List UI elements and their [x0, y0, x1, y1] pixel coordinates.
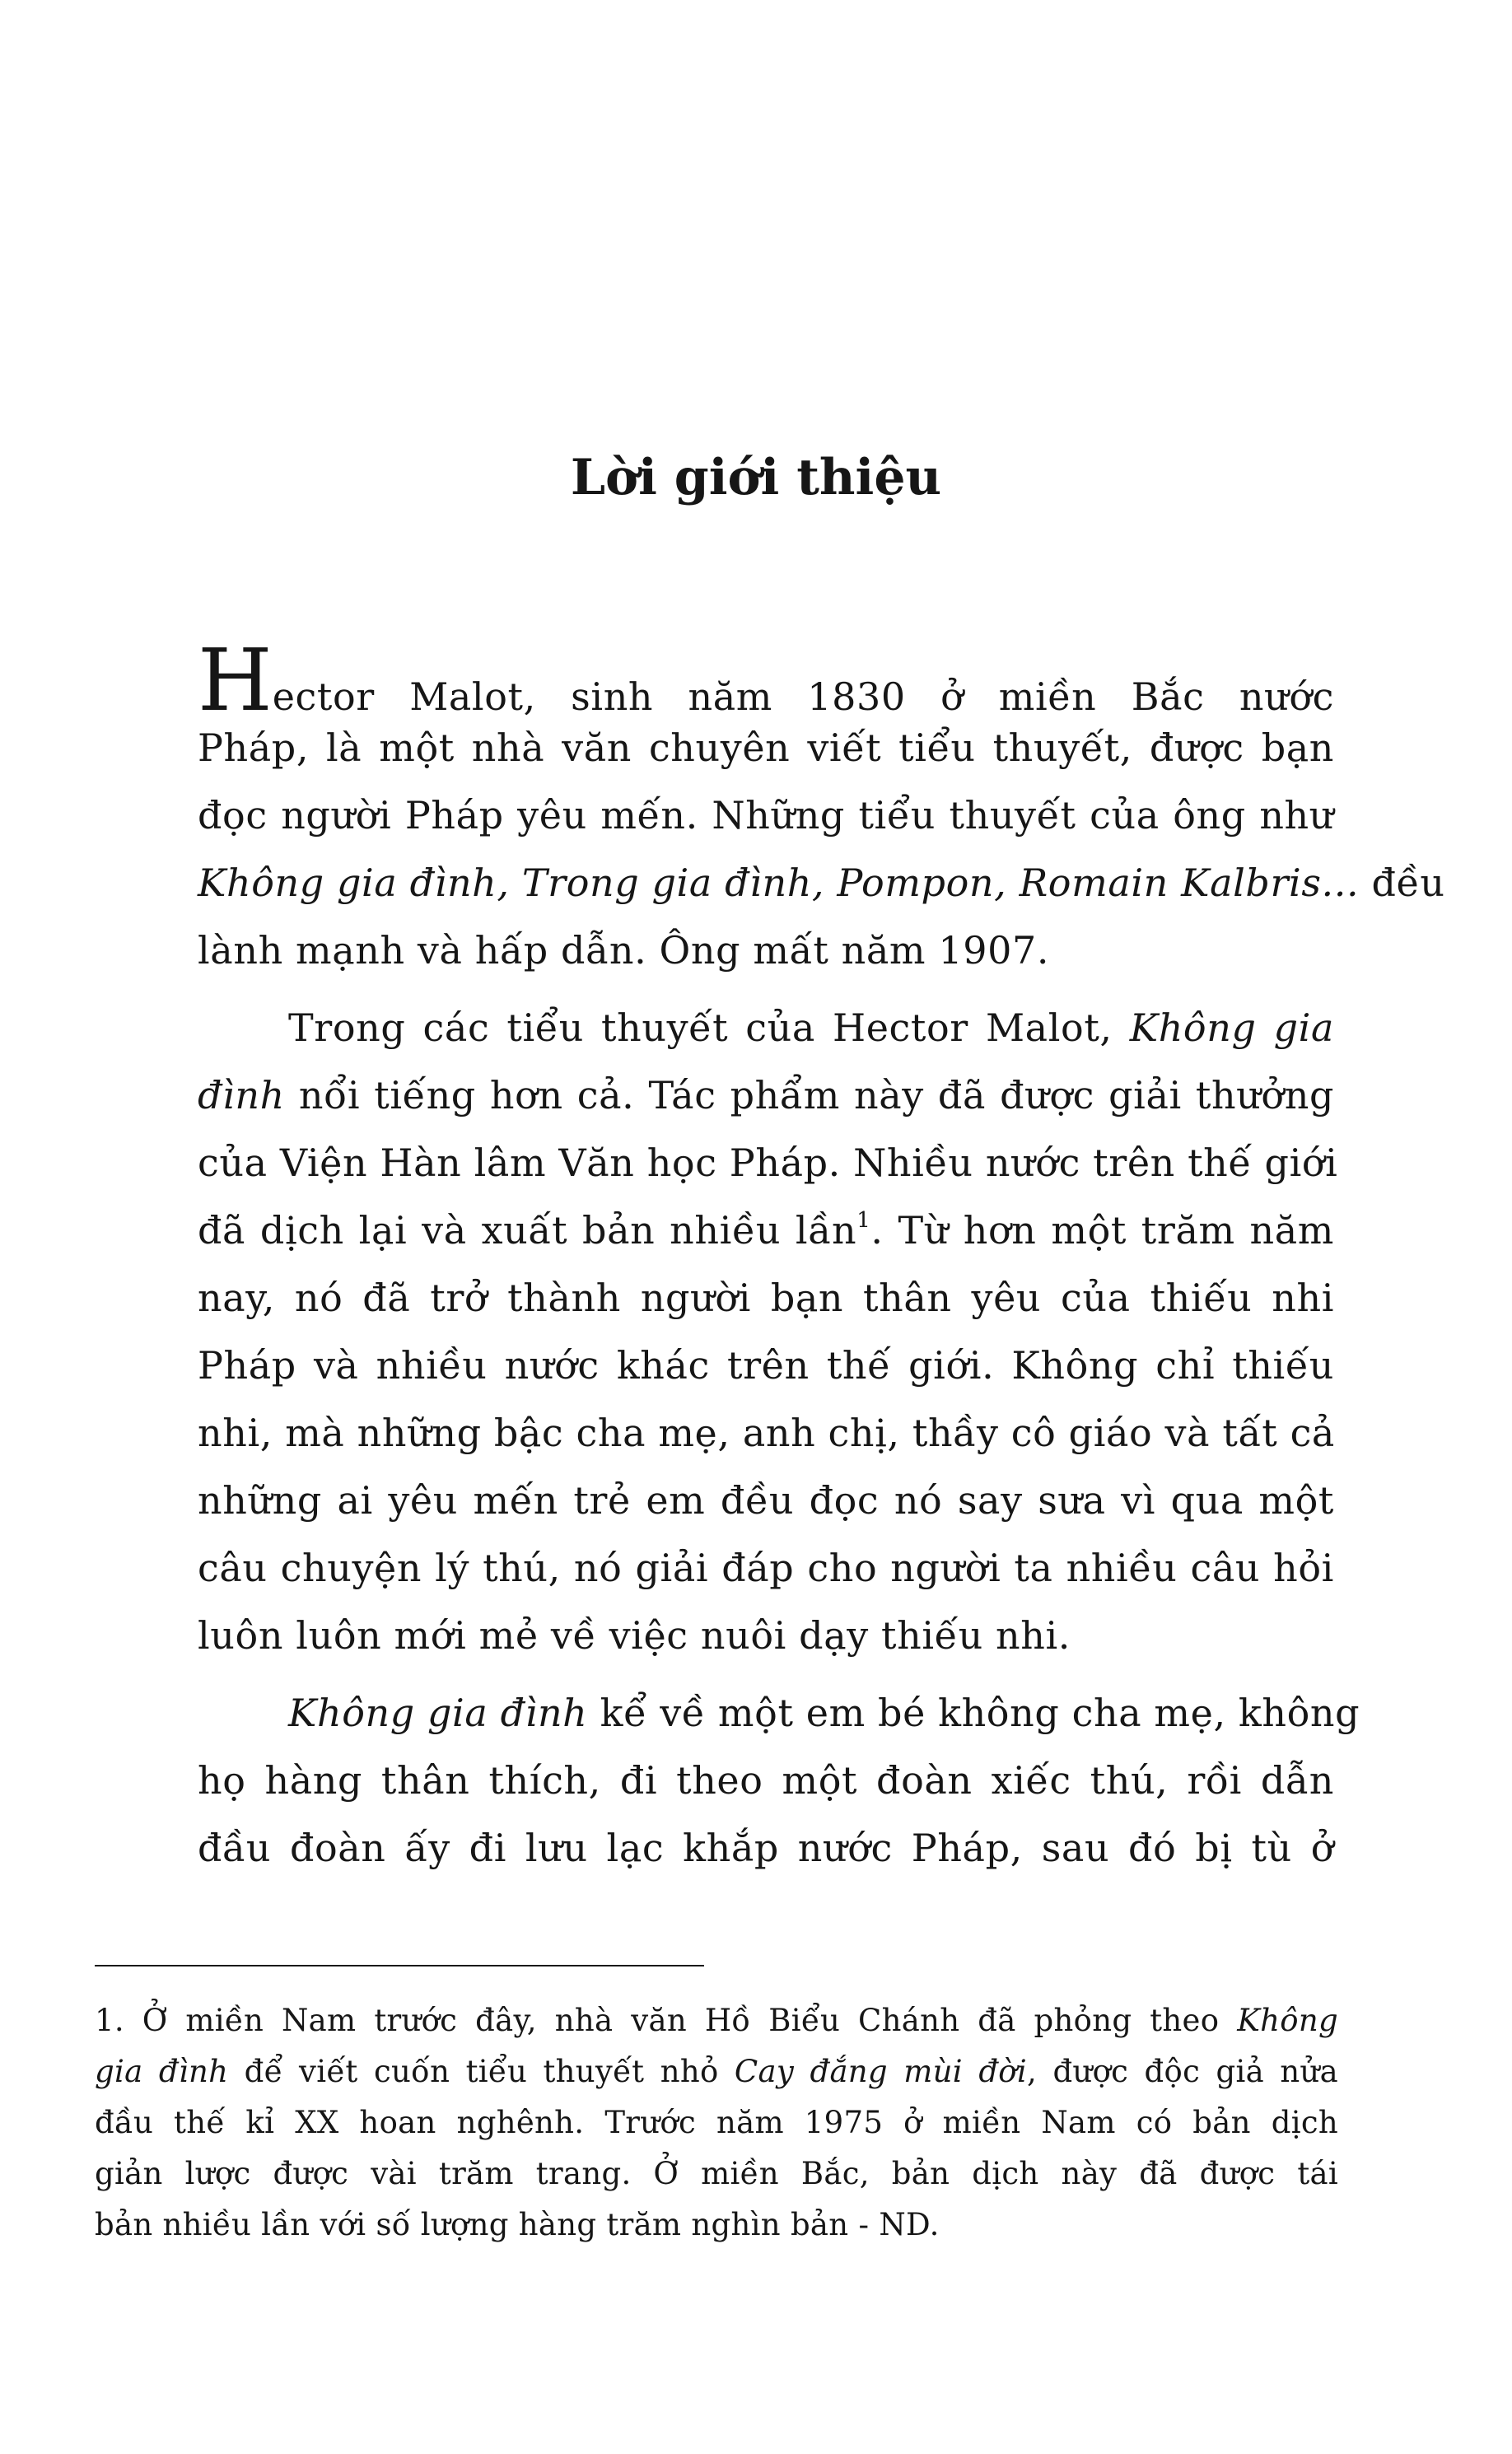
p2-line-6-text: Pháp và nhiều nước khác trên thế giới. Không chỉ thiếu: [198, 1343, 1334, 1388]
p3-line-2: [198, 1747, 1334, 1814]
p2-line-3-text: của Viện Hàn lâm Văn học Pháp. Nhiều nước trên thế giới: [198, 1141, 1338, 1185]
p2-line-2: [198, 1061, 1334, 1129]
footnote-line-2-mid: để viết cuốn tiểu thuyết nhỏ: [228, 2054, 735, 2089]
p2-line-8-text: những ai yêu mến trẻ em đều đọc nó say sưa vì qua một: [198, 1478, 1334, 1523]
p1-line-5-text: lành mạnh và hấp dẫn. Ông mất năm 1907.: [198, 928, 1050, 973]
p2-line-5: [198, 1264, 1334, 1332]
footnote-divider: [95, 1965, 704, 1966]
page-title: Lời giới thiệu: [570, 449, 942, 506]
p2-line-4-rest: . Từ hơn một trăm năm: [870, 1208, 1334, 1253]
p3-line-3-text: đầu đoàn ấy đi lưu lạc khắp nước Pháp, sau đó bị tù ở: [198, 1826, 1334, 1870]
footnote-line-2-italic-b: Cay đắng mùi đời: [734, 2054, 1028, 2089]
footnote-line-3: [95, 2098, 1338, 2148]
p1-line-1: [198, 630, 1334, 730]
p2-line-5-text: nay, nó đã trở thành người bạn thân yêu của thiếu nhi: [198, 1276, 1334, 1320]
footnote-line-5: [95, 2200, 1338, 2250]
p2-line-4: [198, 1197, 1334, 1264]
drop-cap: H: [198, 630, 273, 730]
footnote-line-3-text: đầu thế kỉ XX hoan nghênh. Trước năm 1975 ở miền Nam có bản dịch: [95, 2105, 1338, 2140]
p2-line-10: [198, 1602, 1334, 1669]
p2-line-10-text: luôn luôn mới mẻ về việc nuôi dạy thiếu nhi.: [198, 1613, 1071, 1658]
p3-line-1-italic: Không gia đình: [288, 1691, 588, 1735]
footnote-line-2-italic-a: gia đình: [95, 2054, 229, 2089]
p1-line-4-text: đều: [1359, 861, 1445, 905]
p2-line-7-text: nhi, mà những bậc cha mẹ, anh chị, thầy cô giáo và tất cả: [198, 1411, 1335, 1455]
p2-line-2-text: nổi tiếng hơn cả. Tác phẩm này đã được giải thưởng: [284, 1073, 1334, 1117]
p1-line-2: [198, 714, 1334, 781]
p1-line-3-text: đọc người Pháp yêu mến. Những tiểu thuyết của ông như: [198, 793, 1334, 837]
p2-line-9: [198, 1534, 1334, 1602]
footnote-line-4-text: giản lược được vài trăm trang. Ở miền Bắc, bản dịch này đã được tái: [95, 2156, 1338, 2191]
p1-line-3: [198, 781, 1334, 849]
p2-line-6: [198, 1332, 1334, 1399]
p2-line-9-text: câu chuyện lý thú, nó giải đáp cho người ta nhiều câu hỏi: [198, 1546, 1334, 1590]
p1-line-4: [198, 849, 1445, 917]
footnote-line-5-text: bản nhiều lần với số lượng hàng trăm nghìn bản - ND.: [95, 2207, 940, 2242]
p1-line-1-text: ector Malot, sinh năm 1830 ở miền Bắc nước: [272, 674, 1334, 719]
footnote-line-1: [95, 1996, 1338, 2046]
footnote-line-1-text: 1. Ở miền Nam trước đây, nhà văn Hồ Biểu Chánh đã phỏng theo: [95, 2003, 1238, 2038]
p2-line-1-italic: Không gia: [1129, 1005, 1334, 1050]
p1-line-2-text: Pháp, là một nhà văn chuyên viết tiểu thuyết, được bạn: [198, 725, 1334, 770]
p1-line-5: [198, 917, 1334, 984]
p3-line-1: [198, 1679, 1360, 1747]
footnote-marker[interactable]: 1: [856, 1208, 871, 1233]
book-titles-italic: Không gia đình, Trong gia đình, Pompon, Romain Kalbris...: [198, 861, 1360, 905]
p2-line-3: [198, 1129, 1338, 1197]
footnote-line-4: [95, 2149, 1338, 2199]
p3-line-1-text: kể về một em bé không cha mẹ, không: [587, 1691, 1360, 1735]
p3-line-3: [198, 1814, 1334, 1882]
p2-line-8: [198, 1467, 1334, 1534]
p2-line-1: [198, 994, 1334, 1061]
footnote-line-2-rest: , được độc giả nửa: [1027, 2054, 1338, 2089]
p2-line-1-text: Trong các tiểu thuyết của Hector Malot,: [288, 1005, 1130, 1050]
p2-line-7: [198, 1399, 1334, 1467]
p3-line-2-text: họ hàng thân thích, đi theo một đoàn xiếc thú, rồi dẫn: [198, 1758, 1334, 1803]
footnote-line-2: [95, 2047, 1338, 2097]
p2-line-2-italic: đình: [198, 1073, 285, 1117]
p2-line-4-text: đã dịch lại và xuất bản nhiều lần: [198, 1208, 857, 1253]
footnote-line-1-italic: Không: [1237, 2003, 1338, 2038]
